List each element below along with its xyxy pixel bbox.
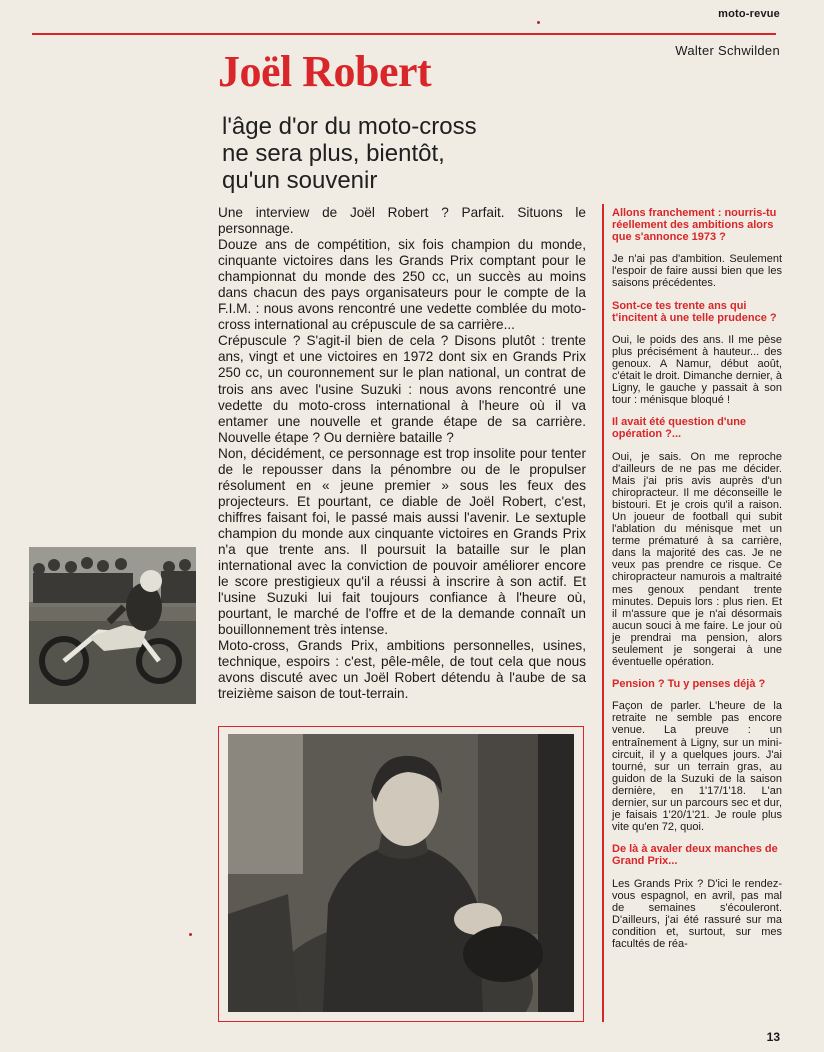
author-byline: Walter Schwilden — [675, 43, 780, 58]
interview-answer: Je n'ai pas d'ambition. Seulement l'espoir de faire aussi bien que les saisons précédentes. — [612, 253, 782, 290]
intro-paragraph: Crépuscule ? S'agit-il bien de cela ? Disons plutôt : trente ans, vingt et une victoires en 1972 dont six en Grands Prix 250 cc, un couronnement sur le plan national, un contrat de trois ans avec l'usine Suzuki : nous avons rencontré une vedette du moto-cross international à l'heure où il va entamer une nouvelle et grande étape de sa carrière. Nouvelle étape ? Ou dernière bataille ? — [218, 333, 586, 445]
interview-question: Allons franchement : nourris-tu réellement des ambitions alors que s'annonce 1973 ? — [612, 207, 777, 244]
subtitle-line: l'âge d'or du moto-cross — [222, 113, 477, 140]
interview-question: De là à avaler deux manches de Grand Prix... — [612, 843, 778, 868]
intro-paragraph: Douze ans de compétition, six fois champion du monde, cinquante victoires dans les Grands Prix comptant pour le championnat du monde des 250 cc, un succès au moins dans chacun des pays organisateurs pour le compte de la F.I.M. : nous avons rencontré une vedette comblée du moto-cross international au crépuscule de sa carrière... — [218, 237, 586, 333]
interview-answer: Oui, le poids des ans. Il me pèse plus précisément à hauteur... des genoux. A Namur, début août, c'était le droit. Dimanche dernier, à Ligny, le gauche y passait à son tour : ménisque bloqué ! — [612, 333, 782, 407]
print-speck — [189, 933, 192, 936]
intro-paragraph: Une interview de Joël Robert ? Parfait. Situons le personnage. — [218, 205, 586, 237]
top-red-rule — [32, 33, 776, 35]
sidebar-red-rule — [602, 204, 604, 1022]
article-subtitle — [222, 113, 477, 194]
masthead: moto-revue — [718, 8, 780, 20]
interview-answer: Les Grands Prix ? D'ici le rendez-vous espagnol, en avril, pas mal de semaines s'écouleront. D'ailleurs, j'ai été rassuré sur ma condition et, surtout, sur mes facultés de réa- — [612, 877, 782, 950]
interview-question: Il avait été question d'une opération ?... — [612, 416, 747, 441]
print-speck — [537, 21, 540, 24]
interview-question: Sont-ce tes trente ans qui t'incitent à une telle prudence ? — [612, 299, 777, 324]
intro-text — [218, 205, 586, 702]
interview-answer: Façon de parler. L'heure de la retraite ne semble pas encore venue. La preuve : un entraînement à Ligny, sur un mini-circuit, il y a quelques jours. J'ai tourné, sur un terrain gras, au guidon de la Suzuki de la saison dernière, en 1'17/1'18. L'an dernier, sur un parcours sec et dur, je faisais 1'20/1'21. Je roule plus vite qu'en 72, quoi. — [612, 700, 782, 834]
subtitle-line: qu'un souvenir — [222, 167, 378, 194]
interview-column — [612, 207, 782, 960]
page-number: 13 — [766, 1030, 780, 1044]
intro-paragraph: Non, décidément, ce personnage est trop insolite pour tenter de le repousser dans la pénombre ou de le propulser résolument en « jeune premier » sous les feux des projecteurs. Et pourtant, ce diable de Joël Robert, c'est, chiffres faisant foi, le passé mais aussi l'avenir. Le sextuple champion du monde aux cinquante victoires en Grands Prix n'a que trente ans. Il poursuit la bataille sur le plan international avec la conviction de pouvoir améliorer encore le score prestigieux qu'il a réussi à inscrire à son actif. Et l'usine Suzuki lui fait toujours confiance à l'heure où, pourtant, le marché de l'offre et de la demande connaît un bouillonnement très intense. — [218, 445, 586, 638]
interview-answer: Oui, je sais. On me reproche d'ailleurs de ne pas me décider. Mais j'ai pris avis auprès d'un chiropracteur. Il me déconseille le bistouri. Et je crois qu'il a raison. Un joueur de football qui subit l'ablation du ménisque met un terme prématuré à sa carrière, dans la majorité des cas. Je ne veux pas prendre ce risque. Ce chiropracteur namurois a maltraité mes genoux pendant trente minutes. Depuis lors : plus rien. Et il m'assure que je n'ai désormais aucun souci à me faire. Le jour où je prendrai ma pension, alors seulement je songerai à une éventuelle opération. — [612, 450, 782, 669]
article-title: Joël Robert — [218, 47, 432, 96]
subtitle-line: ne sera plus, bientôt, — [222, 140, 445, 167]
intro-paragraph: Moto-cross, Grands Prix, ambitions personnelles, usines, technique, espoirs : c'est, pêle-mêle, de tout cela que nous avons discuté avec un Joël Robert détendu à l'aube de sa treizième saison de tout-terrain. — [218, 638, 586, 702]
portrait-photo — [228, 734, 574, 1012]
interview-question: Pension ? Tu y penses déjà ? — [612, 678, 766, 691]
motocross-photo — [29, 547, 196, 704]
